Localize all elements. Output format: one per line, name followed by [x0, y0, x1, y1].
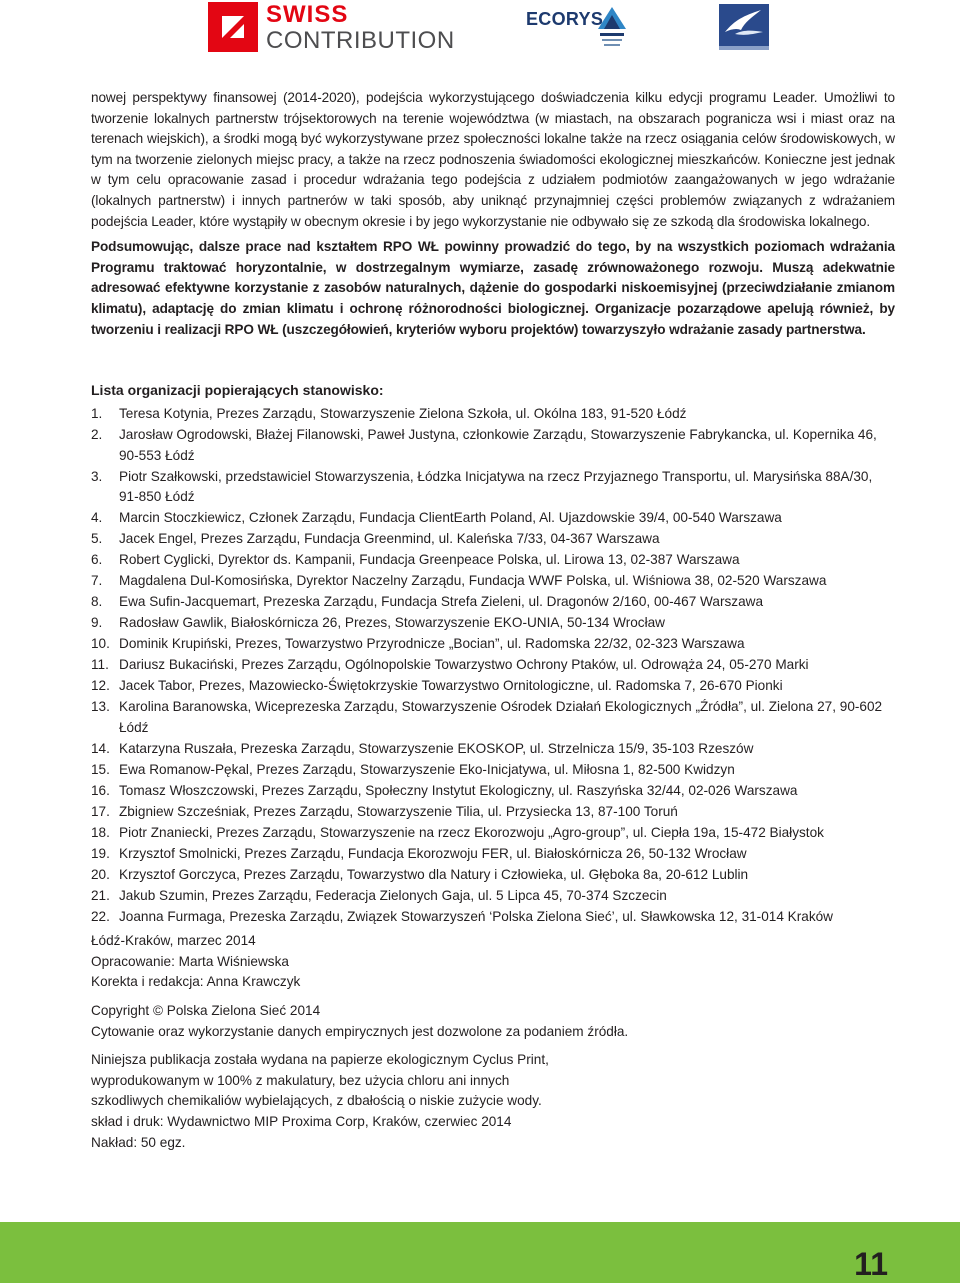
list-item	[91, 760, 895, 781]
list-item-text: Jacek Tabor, Prezes, Mazowiecko-Świętokrzyskie Towarzystwo Ornitologiczne, ul. Radomska 7, 26-670 Pionki	[119, 678, 783, 694]
list-item	[91, 697, 895, 738]
place-date: Łódź-Kraków, marzec 2014	[91, 933, 256, 949]
list-item	[91, 823, 895, 844]
list-item	[91, 425, 895, 466]
list-item-number: 20.	[91, 866, 110, 882]
list-item-text: Jacek Engel, Prezes Zarządu, Fundacja Greenmind, ul. Kaleńska 7/33, 04-367 Warszawa	[119, 531, 660, 547]
editor-credit: Korekta i redakcja: Anna Krawczyk	[91, 974, 301, 990]
colophon	[91, 931, 895, 1153]
list-item-number: 5.	[91, 531, 103, 547]
list-item	[91, 676, 895, 697]
list-item-text: Krzysztof Smolnicki, Prezes Zarządu, Fundacja Ekorozwoju FER, ul. Białoskórnicza 26, 50-132 Wrocław	[119, 845, 747, 861]
copyright-notice: Copyright © Polska Zielona Sieć 2014	[91, 1002, 321, 1018]
citation-notice: Cytowanie oraz wykorzystanie danych empirycznych jest dozwolone za podaniem źródła.	[91, 1023, 629, 1039]
list-item-number: 16.	[91, 782, 110, 798]
list-item-number: 4.	[91, 510, 103, 526]
list-item-number: 22.	[91, 908, 110, 924]
list-item-number: 2.	[91, 427, 103, 443]
list-item-text: Robert Cyglicki, Dyrektor ds. Kampanii, Fundacja Greenpeace Polska, ul. Lirowa 13, 02-387 Warszawa	[119, 552, 740, 568]
organizations-list	[91, 404, 895, 927]
list-item-number: 1.	[91, 406, 103, 422]
list-item-number: 17.	[91, 803, 110, 819]
list-item-text: Karolina Baranowska, Wiceprezeska Zarządu, Stowarzyszenie Ośrodek Działań Ekologicznych „Źródła”, ul. Zielona 27, 90-602 Łódź	[119, 699, 883, 735]
list-item-text: Tomasz Włoszczowski, Prezes Zarządu, Społeczny Instytut Ekologiczny, ul. Raszyńska 32/44, 02-026 Warszawa	[119, 782, 798, 798]
paper-note-line-1: Niniejsza publikacja została wydana na papierze ekologicznym Cyclus Print,	[91, 1052, 549, 1068]
footer-bar	[0, 1222, 960, 1283]
page-number: 11	[854, 1246, 888, 1282]
list-item	[91, 592, 895, 613]
ecorys-triangle-icon	[596, 5, 628, 51]
contribution-logo-text: CONTRIBUTION	[266, 27, 455, 54]
list-item-number: 12.	[91, 678, 110, 694]
header-logos	[0, 0, 960, 60]
list-item-text: Ewa Sufin-Jacquemart, Prezeska Zarządu, Fundacja Strefa Zieleni, ul. Dragonów 2/160, 00-467 Warszawa	[119, 594, 764, 610]
list-item-text: Jarosław Ogrodowski, Błażej Filanowski, Paweł Justyna, członkowie Zarządu, Stowarzyszenie Fabrykancka, ul. Kopernika 46, 90-553 Łódź	[119, 427, 877, 463]
swiss-flag-icon	[208, 2, 258, 52]
list-item-number: 11.	[91, 657, 109, 673]
list-item-number: 14.	[91, 740, 110, 756]
list-item	[91, 508, 895, 529]
list-item	[91, 865, 895, 886]
list-item	[91, 550, 895, 571]
list-item-text: Dominik Krupiński, Prezes, Towarzystwo Przyrodnicze „Bocian”, ul. Radomska 22/32, 02-323 Warszawa	[119, 636, 745, 652]
list-item-number: 13.	[91, 699, 110, 715]
list-item	[91, 404, 895, 425]
list-item-text: Krzysztof Gorczyca, Prezes Zarządu, Towarzystwo dla Natury i Człowieka, ul. Głęboka 8a, 20-612 Lublin	[119, 866, 749, 882]
list-item-number: 21.	[91, 887, 110, 903]
list-item-text: Radosław Gawlik, Białoskórnicza 26, Prezes, Stowarzyszenie EKO-UNIA, 50-134 Wrocław	[119, 615, 665, 631]
polska-zielona-siec-bird-logo	[715, 2, 773, 52]
list-item-text: Magdalena Dul-Komosińska, Dyrektor Naczelny Zarządu, Fundacja WWF Polska, ul. Wiśniowa 38, 02-520 Warszawa	[119, 573, 827, 589]
list-item	[91, 739, 895, 760]
list-item-text: Dariusz Bukaciński, Prezes Zarządu, Ogólnopolskie Towarzystwo Ochrony Ptaków, ul. Odrowąża 24, 05-270 Marki	[119, 657, 809, 673]
ecorys-logo	[526, 5, 630, 53]
intro-paragraph: nowej perspektywy finansowej (2014-2020), podejścia wykorzystującego doświadczenia kilku edycji programu Leader. Umożliwi to tworzenie lokalnych partnerstw trójsektorowych na terenie województwa (w miastach, na obszarach pogranicza wsi i miast oraz na terenach wiejskich), a środki mogą być wykorzystywane przez społeczności lokalne także na rzecz osiągania celów środowiskowych, w tym na tworzenie zielonych miejsc pracy, a także na rzecz podnoszenia świadomości ekologicznej mieszkańców. Konieczne jest jednak w tym celu opracowanie zasad i procedur wdrażania tego podejścia z udziałem podmiotów zaangażowanych w jego wdrażanie (lokalnych partnerstw) i innych partnerów w taki sposób, aby uniknąć przynajmniej części problemów związanych z wdrażaniem podejścia Leader, które wystąpiły w obecnym okresie i by jego wykorzystanie nie odbywało się ze szkodą dla środowiska lokalnego.	[91, 90, 895, 229]
list-item	[91, 467, 895, 508]
list-item-number: 6.	[91, 552, 103, 568]
list-item-number: 9.	[91, 615, 103, 631]
list-item	[91, 634, 895, 655]
list-item	[91, 781, 895, 802]
list-item-text: Joanna Furmaga, Prezeska Zarządu, Związek Stowarzyszeń ‘Polska Zielona Sieć’, ul. Sławkowska 12, 31-014 Kraków	[119, 908, 833, 924]
swiss-logo-text: SWISS	[266, 1, 349, 28]
list-item-number: 10.	[91, 636, 110, 652]
list-item-number: 15.	[91, 761, 110, 777]
list-item-number: 3.	[91, 468, 103, 484]
list-item-text: Ewa Romanow-Pękal, Prezes Zarządu, Stowarzyszenie Eko-Inicjatywa, ul. Miłosna 1, 82-500 Kwidzyn	[119, 761, 735, 777]
list-item	[91, 613, 895, 634]
list-item	[91, 886, 895, 907]
paper-note-line-2: wyprodukowanym w 100% z makulatury, bez użycia chloru ani innych	[91, 1072, 510, 1088]
ecorys-logo-text: ECORYS	[526, 9, 604, 29]
swiss-contribution-logo	[208, 1, 455, 54]
list-item	[91, 907, 895, 928]
summary-paragraph: Podsumowując, dalsze prace nad kształtem RPO WŁ powinny prowadzić do tego, by na wszystkich poziomach wdrażania Programu traktować horyzontalnie, w dostrzegalnym wymiarze, zasadę zrównoważonego rozwoju. Muszą adekwatnie adresować efektywne korzystanie z zasobów naturalnych, dążenie do gospodarki niskoemisyjnej (przeciwdziałanie zmianom klimatu), adaptację do zmian klimatu i ochronę różnorodności biologicznej. Organizacje pozarządowe apelują również, by tworzeniu i realizacji RPO WŁ (uszczegółowień, kryteriów wyboru projektów) towarzyszyło wdrażanie zasady partnerstwa.	[91, 239, 895, 337]
list-item-text: Teresa Kotynia, Prezes Zarządu, Stowarzyszenie Zielona Szkoła, ul. Okólna 183, 91-520 Łódź	[119, 406, 687, 422]
print-run: Nakład: 50 egz.	[91, 1134, 186, 1150]
list-item	[91, 571, 895, 592]
list-item	[91, 802, 895, 823]
list-item-text: Katarzyna Ruszała, Prezeska Zarządu, Stowarzyszenie EKOSKOP, ul. Strzelnicza 15/9, 35-103 Rzeszów	[119, 740, 754, 756]
list-item-number: 7.	[91, 573, 103, 589]
list-item-number: 18.	[91, 824, 110, 840]
list-item-number: 19.	[91, 845, 110, 861]
list-item-text: Zbigniew Szcześniak, Prezes Zarządu, Stowarzyszenie Tilia, ul. Przysiecka 13, 87-100 Toruń	[119, 803, 678, 819]
list-item-text: Piotr Szałkowski, przedstawiciel Stowarzyszenia, Łódzka Inicjatywa na rzecz Przyjaznego Transportu, ul. Marysińska 88A/30, 91-850 Łódź	[119, 468, 873, 505]
print-credit: skład i druk: Wydawnictwo MIP Proxima Corp, Kraków, czerwiec 2014	[91, 1113, 512, 1129]
list-item-number: 8.	[91, 594, 103, 610]
list-item-text: Jakub Szumin, Prezes Zarządu, Federacja Zielonych Gaja, ul. 5 Lipca 45, 70-374 Szczecin	[119, 887, 667, 903]
paper-note-line-3: szkodliwych chemikaliów wybielających, z dbałością o niskie zużycie wody.	[91, 1093, 542, 1109]
list-item	[91, 655, 895, 676]
organizations-list-heading: Lista organizacji popierających stanowisko:	[91, 382, 384, 399]
list-item	[91, 529, 895, 550]
main-content	[91, 88, 895, 1153]
list-item	[91, 844, 895, 865]
author-credit: Opracowanie: Marta Wiśniewska	[91, 953, 289, 969]
list-item-text: Marcin Stoczkiewicz, Członek Zarządu, Fundacja ClientEarth Poland, Al. Ujazdowskie 39/4, 00-540 Warszawa	[119, 510, 782, 526]
list-item-text: Piotr Znaniecki, Prezes Zarządu, Stowarzyszenie na rzecz Ekorozwoju „Agro-group”, ul. Ciepła 19a, 15-472 Białystok	[119, 824, 824, 840]
